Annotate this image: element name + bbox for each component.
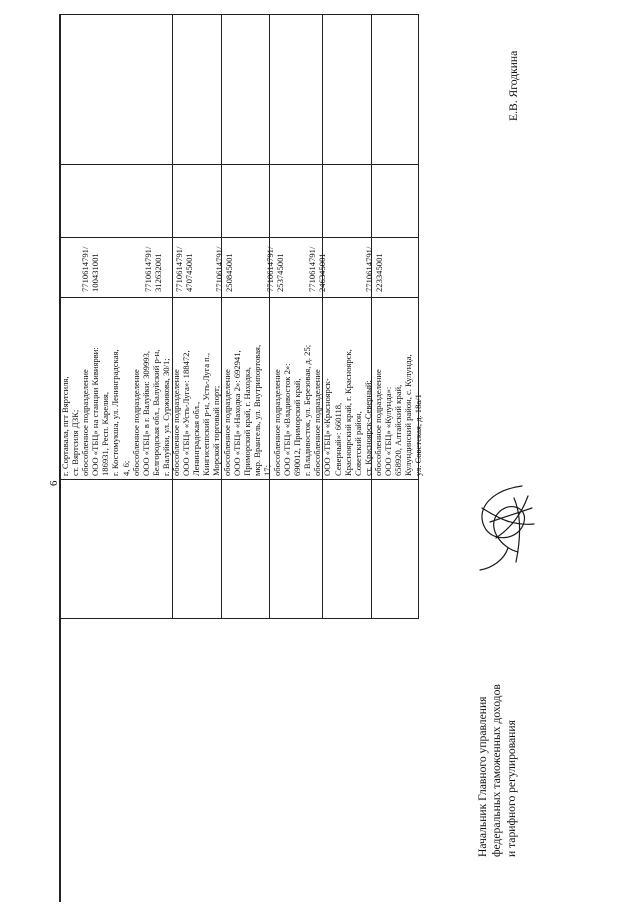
address-line: ООО «ТБЦ» на станции Кивиярви: [90, 347, 101, 476]
inn-kpp-entry [307, 247, 327, 292]
address-line: г. Костомукша, ул. Ленинградская, [110, 349, 121, 476]
kpp-value: 223345001 [374, 253, 385, 292]
address-line: 4, 6; [120, 460, 131, 476]
signer-position-line: федеральных таможенных доходов [490, 684, 504, 857]
table-line [59, 479, 418, 480]
address-line: обособленное подразделение [221, 369, 232, 476]
kpp-value: 250845001 [224, 253, 235, 292]
kpp-value: 470745001 [184, 253, 195, 292]
signer-position [476, 684, 519, 857]
address-line: обособленное подразделение [271, 369, 282, 476]
table-line [59, 297, 418, 298]
address-line: обособленное подразделение [171, 369, 182, 476]
signer-name: Е.В. Ягодкина [507, 50, 520, 121]
address-line: Кулундинский район, с. Кулунда, [403, 354, 414, 476]
address-line: г. Валуйки, ул. Суржикова, 30/1; [160, 358, 171, 476]
table-line [59, 14, 418, 15]
address-line: г. Сортавала, пгт Вяртсиля, [60, 376, 70, 476]
address-line: Ленинградская обл., [191, 401, 202, 476]
address-line: ООО «ТБЦ» «Кулунда»: [383, 386, 393, 476]
inn-value: 7710614791/ [307, 246, 317, 292]
kpp-value: 100431001 [90, 253, 101, 292]
address-line: ст. Вяртсиля ДЗК; [70, 409, 81, 476]
address-line: обособленное подразделение [80, 369, 91, 476]
address-line: ООО «ТБЦ» «Красноярск- [322, 378, 333, 476]
address-line: Советский район, [352, 411, 363, 476]
inn-value: 7710614791/ [265, 246, 275, 292]
address-line: Кингисеппский р-н, Усть-Луга п., [201, 352, 212, 476]
address-line: ст. Красноярск-Северный; [362, 380, 373, 476]
address-line: 658920, Алтайский край, [393, 384, 404, 476]
address-line: 186931, Респ. Карелия, [100, 391, 111, 476]
signer-position-line: и тарифного регулирования [504, 720, 518, 857]
table-line [59, 237, 418, 238]
address-line: ООО «ТБЦ» «Владивосток 2»: [282, 363, 293, 476]
inn-value: 7710614791/ [80, 246, 90, 292]
kpp-value: 246345001 [317, 253, 328, 292]
inn-value: 7710614791/ [364, 246, 374, 292]
address-line: мкр. Врангель, ул. Внутрипортовая, [251, 344, 262, 476]
address-line: Приморский край, г. Находка, [241, 367, 252, 476]
inn-value: 7710614791/ [143, 246, 153, 292]
address-line: обособленное подразделение [130, 369, 141, 476]
address-line: ООО «ТБЦ» в г. Валуйки: 309993, [140, 350, 151, 476]
address-line: ООО «ТБЦ» «Находка 2»: 692941, [231, 350, 242, 476]
signer-position-line: Начальник Главного управления [476, 696, 489, 857]
address-cell [60, 306, 423, 476]
inn-kpp-entry [214, 247, 234, 292]
inn-kpp-entry [80, 247, 100, 292]
inn-kpp-entry [265, 247, 285, 292]
table-line [59, 618, 418, 619]
page-number: 6 [48, 480, 60, 486]
kpp-value: 312632001 [153, 253, 164, 292]
signature-image [462, 478, 550, 578]
inn-value: 7710614791/ [214, 246, 224, 292]
inn-kpp-entry [364, 247, 384, 292]
kpp-value: 253745001 [275, 253, 286, 292]
address-line: Северный»: 660118, [332, 402, 343, 476]
address-line: Морской торговый порт; [211, 385, 222, 476]
address-line: Белгородская обл., Валуйский р-н, [150, 349, 161, 476]
inn-kpp-entry [143, 247, 163, 292]
address-line: 17; [261, 465, 272, 476]
address-line: обособленное подразделение [372, 369, 383, 476]
address-line: обособленное подразделение [312, 369, 323, 476]
address-line: 690012, Приморский край, [292, 378, 303, 476]
address-line: ул. Советская, д. 18а/1 [413, 394, 424, 476]
inn-value: 7710614791/ [174, 246, 184, 292]
address-line: Красноярский край, г. Красноярск, [342, 349, 353, 476]
table-line [59, 164, 418, 165]
inn-kpp-entry [174, 247, 194, 292]
address-line: г. Владивосток, ул. Березовая, д. 25; [302, 344, 313, 476]
address-line: ООО «ТБЦ» «Усть-Луга»: 188472, [181, 350, 192, 476]
